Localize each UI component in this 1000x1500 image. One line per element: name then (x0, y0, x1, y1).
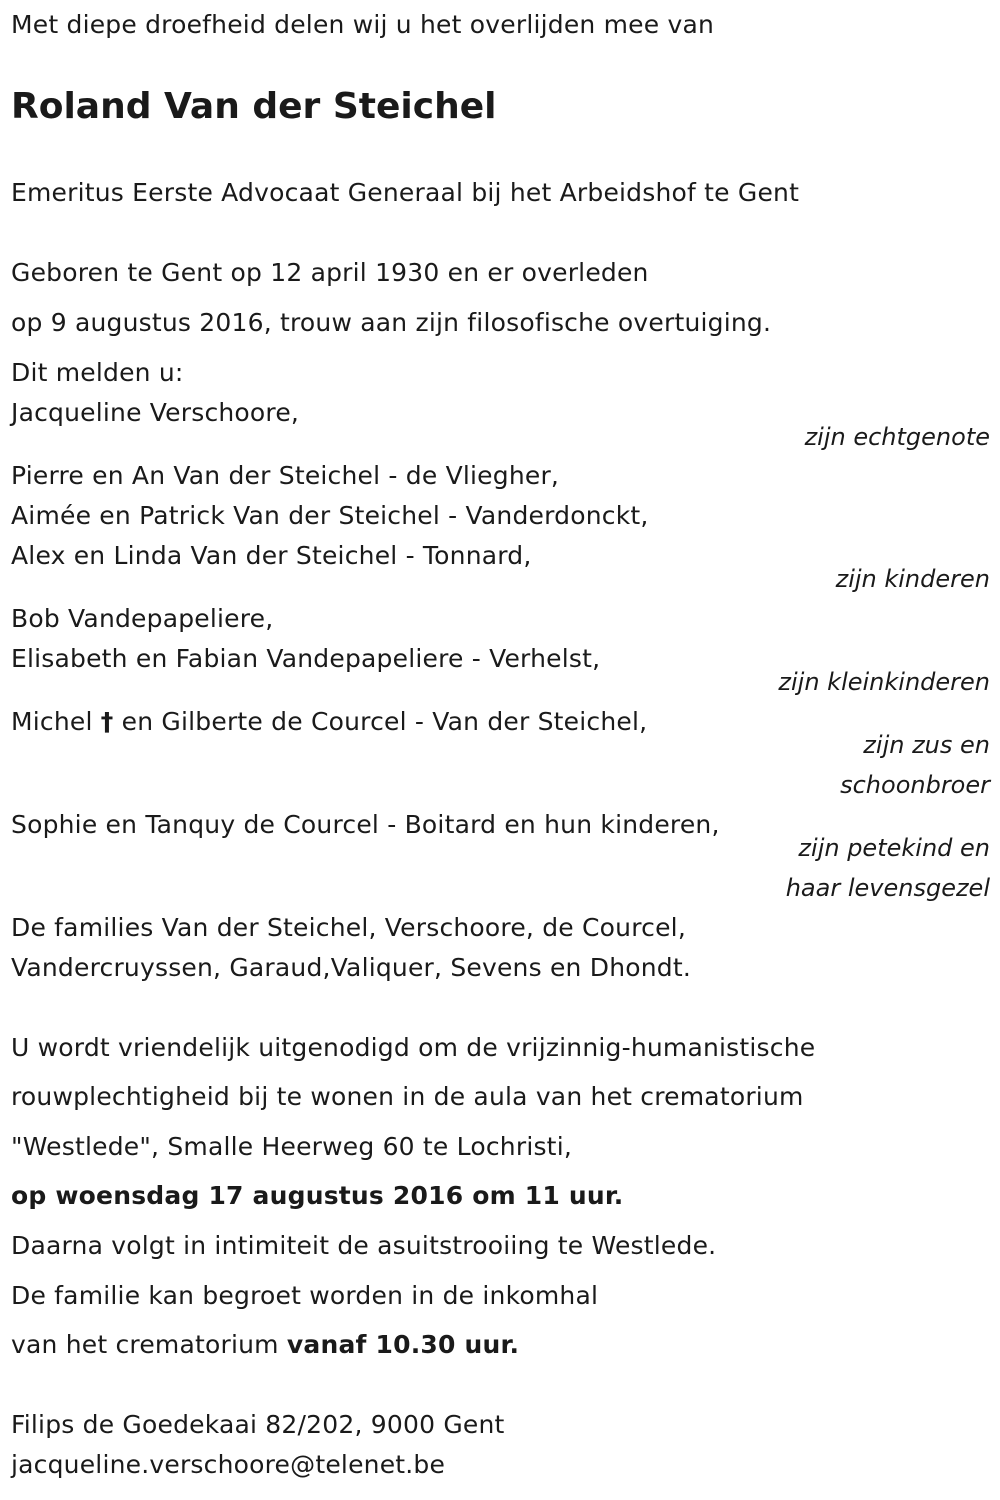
venue-pre: van het crematorium (11, 1330, 279, 1359)
ceremony-line-2: rouwplechtigheid bij te wonen in de aula van het crematorium (11, 1082, 804, 1111)
death-line: op 9 augustus 2016, trouw aan zijn filosofische overtuiging. (11, 308, 772, 337)
intro-text: Met diepe droefheid delen wij u het overlijden mee van (11, 10, 715, 39)
grandchild-2: Elisabeth en Fabian Vandepapeliere - Verhelst, (11, 644, 601, 673)
godchild-role-1: zijn petekind en (798, 834, 990, 862)
families-line-1: De families Van der Steichel, Verschoore, de Courcel, (11, 913, 686, 942)
child-2: Aimée en Patrick Van der Steichel - Vanderdonckt, (11, 501, 649, 530)
ceremony-line-3: "Westlede", Smalle Heerweg 60 te Lochristi, (11, 1132, 572, 1161)
after-line-2: De familie kan begroet worden in de inkomhal (11, 1281, 599, 1310)
grandchild-1: Bob Vandepapeliere, (11, 604, 274, 633)
spouse-name: Jacqueline Verschoore, (11, 398, 300, 427)
grandchildren-role: zijn kleinkinderen (778, 668, 990, 696)
birth-line: Geboren te Gent op 12 april 1930 en er overleden (11, 258, 649, 287)
ceremony-line-1: U wordt vriendelijk uitgenodigd om de vrijzinnig-humanistische (11, 1033, 816, 1062)
spouse-role: zijn echtgenote (804, 423, 990, 451)
announce-label: Dit melden u: (11, 358, 184, 387)
after-line-1: Daarna volgt in intimiteit de asuitstrooiing te Westlede. (11, 1231, 717, 1260)
sister-line (11, 707, 647, 737)
deceased-name: Roland Van der Steichel (11, 86, 497, 127)
child-1: Pierre en An Van der Steichel - de Vliegher, (11, 461, 560, 490)
families-line-2: Vandercruyssen, Garaud,Valiquer, Sevens en Dhondt. (11, 953, 691, 982)
sister-name-post: en Gilberte de Courcel - Van der Steichel, (121, 707, 648, 736)
children-role: zijn kinderen (835, 565, 990, 593)
contact-email: jacqueline.verschoore@telenet.be (11, 1450, 446, 1479)
sister-role-1: zijn zus en (863, 731, 990, 759)
cross-icon: † (100, 707, 114, 736)
deceased-title: Emeritus Eerste Advocaat Generaal bij het Arbeidshof te Gent (11, 178, 800, 207)
ceremony-date: op woensdag 17 augustus 2016 om 11 uur. (11, 1181, 624, 1210)
godchild-role-2: haar levensgezel (785, 874, 990, 902)
venue-time: vanaf 10.30 uur. (286, 1330, 520, 1359)
sister-name-pre: Michel (11, 707, 93, 736)
godchild-line: Sophie en Tanquy de Courcel - Boitard en hun kinderen, (11, 810, 720, 839)
contact-address: Filips de Goedekaai 82/202, 9000 Gent (11, 1410, 505, 1439)
sister-role-2: schoonbroer (840, 771, 990, 799)
venue-line (11, 1330, 519, 1360)
child-3: Alex en Linda Van der Steichel - Tonnard, (11, 541, 532, 570)
